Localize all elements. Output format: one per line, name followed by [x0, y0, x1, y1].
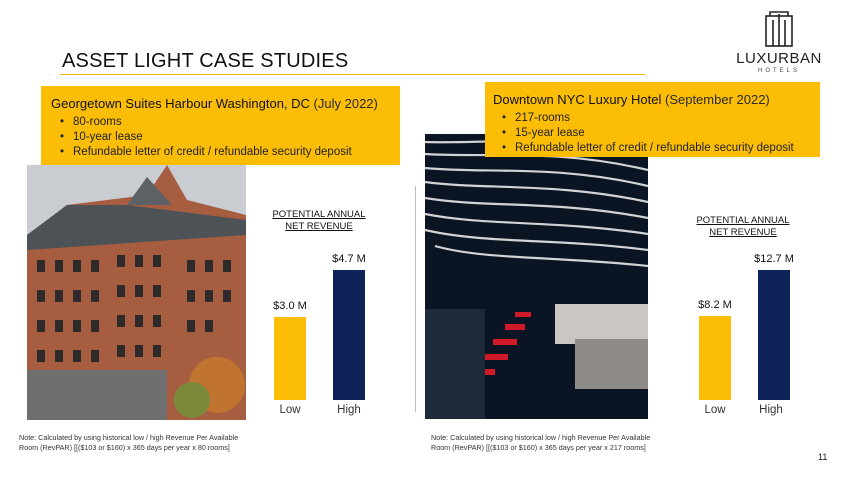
georgetown-heading	[51, 96, 400, 111]
georgetown-bullets	[51, 115, 400, 160]
georgetown-hotel-photo	[27, 165, 246, 420]
nyc-callout	[485, 82, 820, 157]
bar-high	[333, 270, 365, 400]
chart-title-right	[690, 215, 796, 239]
bar-low	[274, 317, 306, 400]
nyc-bullets	[493, 111, 820, 156]
category-label-high: High	[337, 404, 361, 416]
nyc-title: Downtown NYC Luxury Hotel	[493, 92, 662, 107]
chart-title-line: POTENTIAL ANNUAL	[696, 215, 790, 226]
list-item: • Refundable letter of credit / refundable security deposit	[73, 145, 400, 160]
list-item: • Refundable letter of credit / refundable security deposit	[515, 141, 820, 156]
footnote-line: Note: Calculated by using historical low / high Revenue Per Available	[431, 433, 651, 442]
georgetown-callout	[41, 86, 400, 165]
chart-title-line: NET REVENUE	[285, 221, 353, 232]
category-label-low: Low	[704, 404, 726, 416]
value-label-low: $8.2 M	[698, 299, 732, 311]
chart-title-left	[266, 209, 372, 233]
page-title: ASSET LIGHT CASE STUDIES	[62, 50, 349, 72]
list-item: • 15-year lease	[515, 126, 820, 141]
logo-wordmark: LUXURBAN	[736, 50, 822, 67]
value-label-high: $4.7 M	[332, 253, 366, 265]
luxurban-logo	[724, 10, 834, 78]
value-label-low: $3.0 M	[273, 300, 307, 312]
page-number: 11	[818, 452, 828, 462]
chart-title-line: POTENTIAL ANNUAL	[272, 209, 366, 220]
list-item: • 217-rooms	[515, 111, 820, 126]
bar-high	[758, 270, 790, 400]
georgetown-title: Georgetown Suites Harbour Washington, DC	[51, 96, 310, 111]
column-divider	[415, 186, 416, 412]
value-label-high: $12.7 M	[754, 253, 794, 265]
nyc-date: (September 2022)	[664, 92, 770, 107]
footnote-line: Note: Calculated by using historical low / high Revenue Per Available	[19, 433, 239, 442]
category-label-high: High	[759, 404, 783, 416]
list-item: • 80-rooms	[73, 115, 400, 130]
chart-title-line: NET REVENUE	[709, 227, 777, 238]
footnote-left	[19, 433, 238, 453]
building-logo-icon	[724, 10, 834, 50]
footnote-line: Room (RevPAR) [[($103 or $160) x 365 days per year x 80 rooms]	[19, 443, 230, 452]
category-label-low: Low	[279, 404, 301, 416]
title-underline	[60, 74, 645, 75]
logo-subtitle: HOTELS	[757, 68, 800, 74]
footnote-right	[431, 433, 650, 453]
nyc-heading	[493, 92, 820, 107]
bar-low	[699, 316, 731, 400]
footnote-line: Room (RevPAR) [[($103 or $160) x 365 days per year x 217 rooms]	[431, 443, 646, 452]
list-item: • 10-year lease	[73, 130, 400, 145]
georgetown-date: (July 2022)	[313, 96, 378, 111]
nyc-hotel-photo	[425, 134, 648, 419]
